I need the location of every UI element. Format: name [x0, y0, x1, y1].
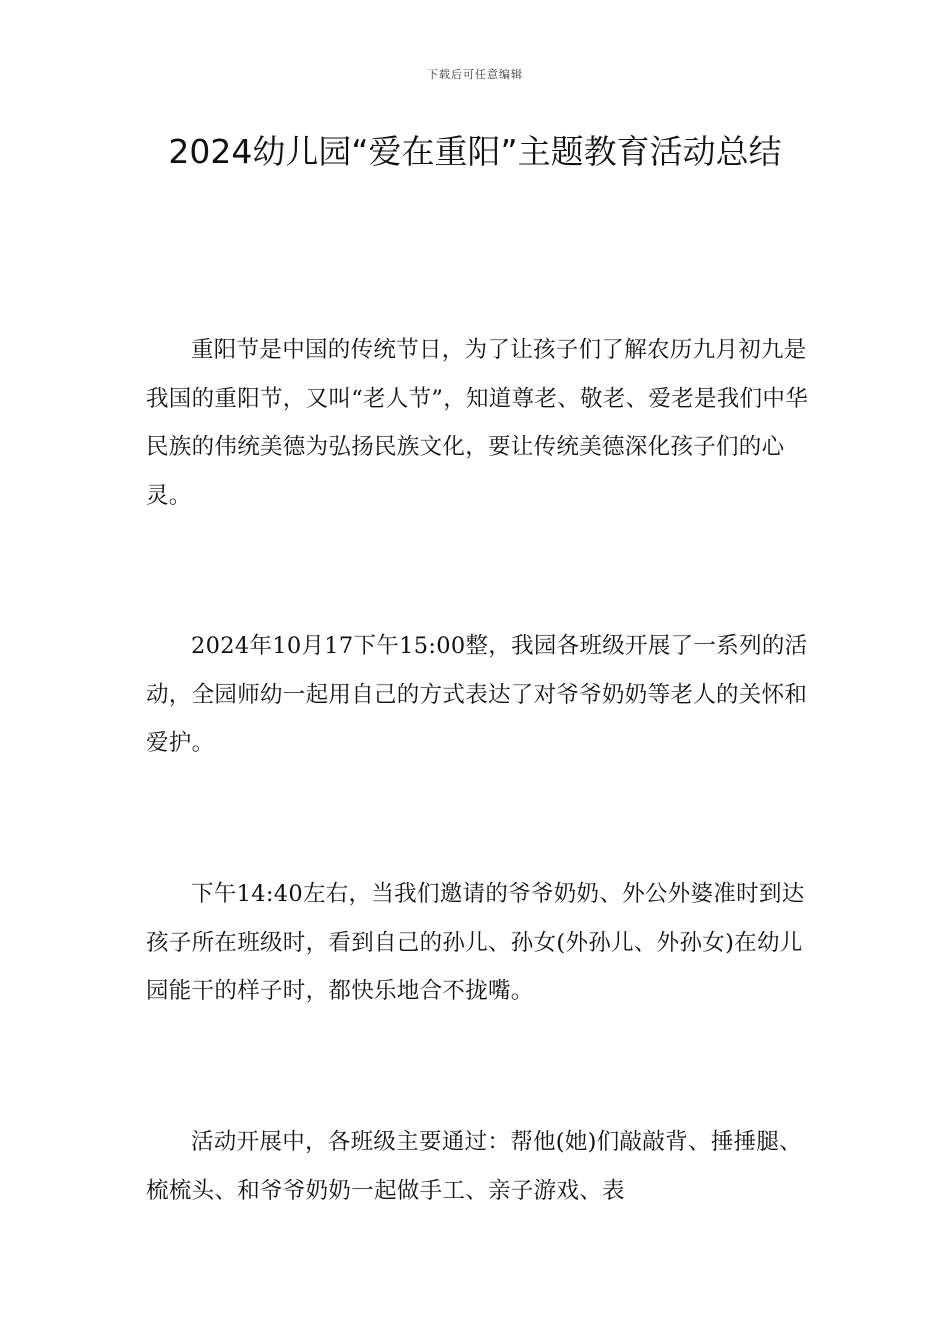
paragraph-4: 活动开展中，各班级主要通过：帮他(她)们敲敲背、捶捶腿、梳梳头、和爷爷奶奶一起做手工、亲子游戏、表 — [146, 1129, 802, 1204]
document-title: 2024幼儿园“爱在重阳”主题教育活动总结 — [168, 132, 782, 171]
paragraph-2: 2024年10月17下午15:00整，我园各班级开展了一系列的活动，全园师幼一起用自己的方式表达了对爷爷奶奶等老人的关怀和爱护。 — [146, 633, 808, 756]
header-note: 下载后可任意编辑 — [427, 68, 523, 81]
paragraph-1: 重阳节是中国的传统节日，为了让孩子们了解农历九月初九是我国的重阳节，又叫“老人节”，知道尊老、敬老、爱老是我们中华民族的伟统美德为弘扬民族文化，要让传统美德深化孩子们的心灵。 — [146, 337, 809, 509]
paragraph-3: 下午14:40左右，当我们邀请的爷爷奶奶、外公外婆准时到达孩子所在班级时，看到自己的孙儿、孙女(外孙儿、外孙女)在幼儿园能干的样子时，都快乐地合不拢嘴。 — [146, 881, 805, 1004]
